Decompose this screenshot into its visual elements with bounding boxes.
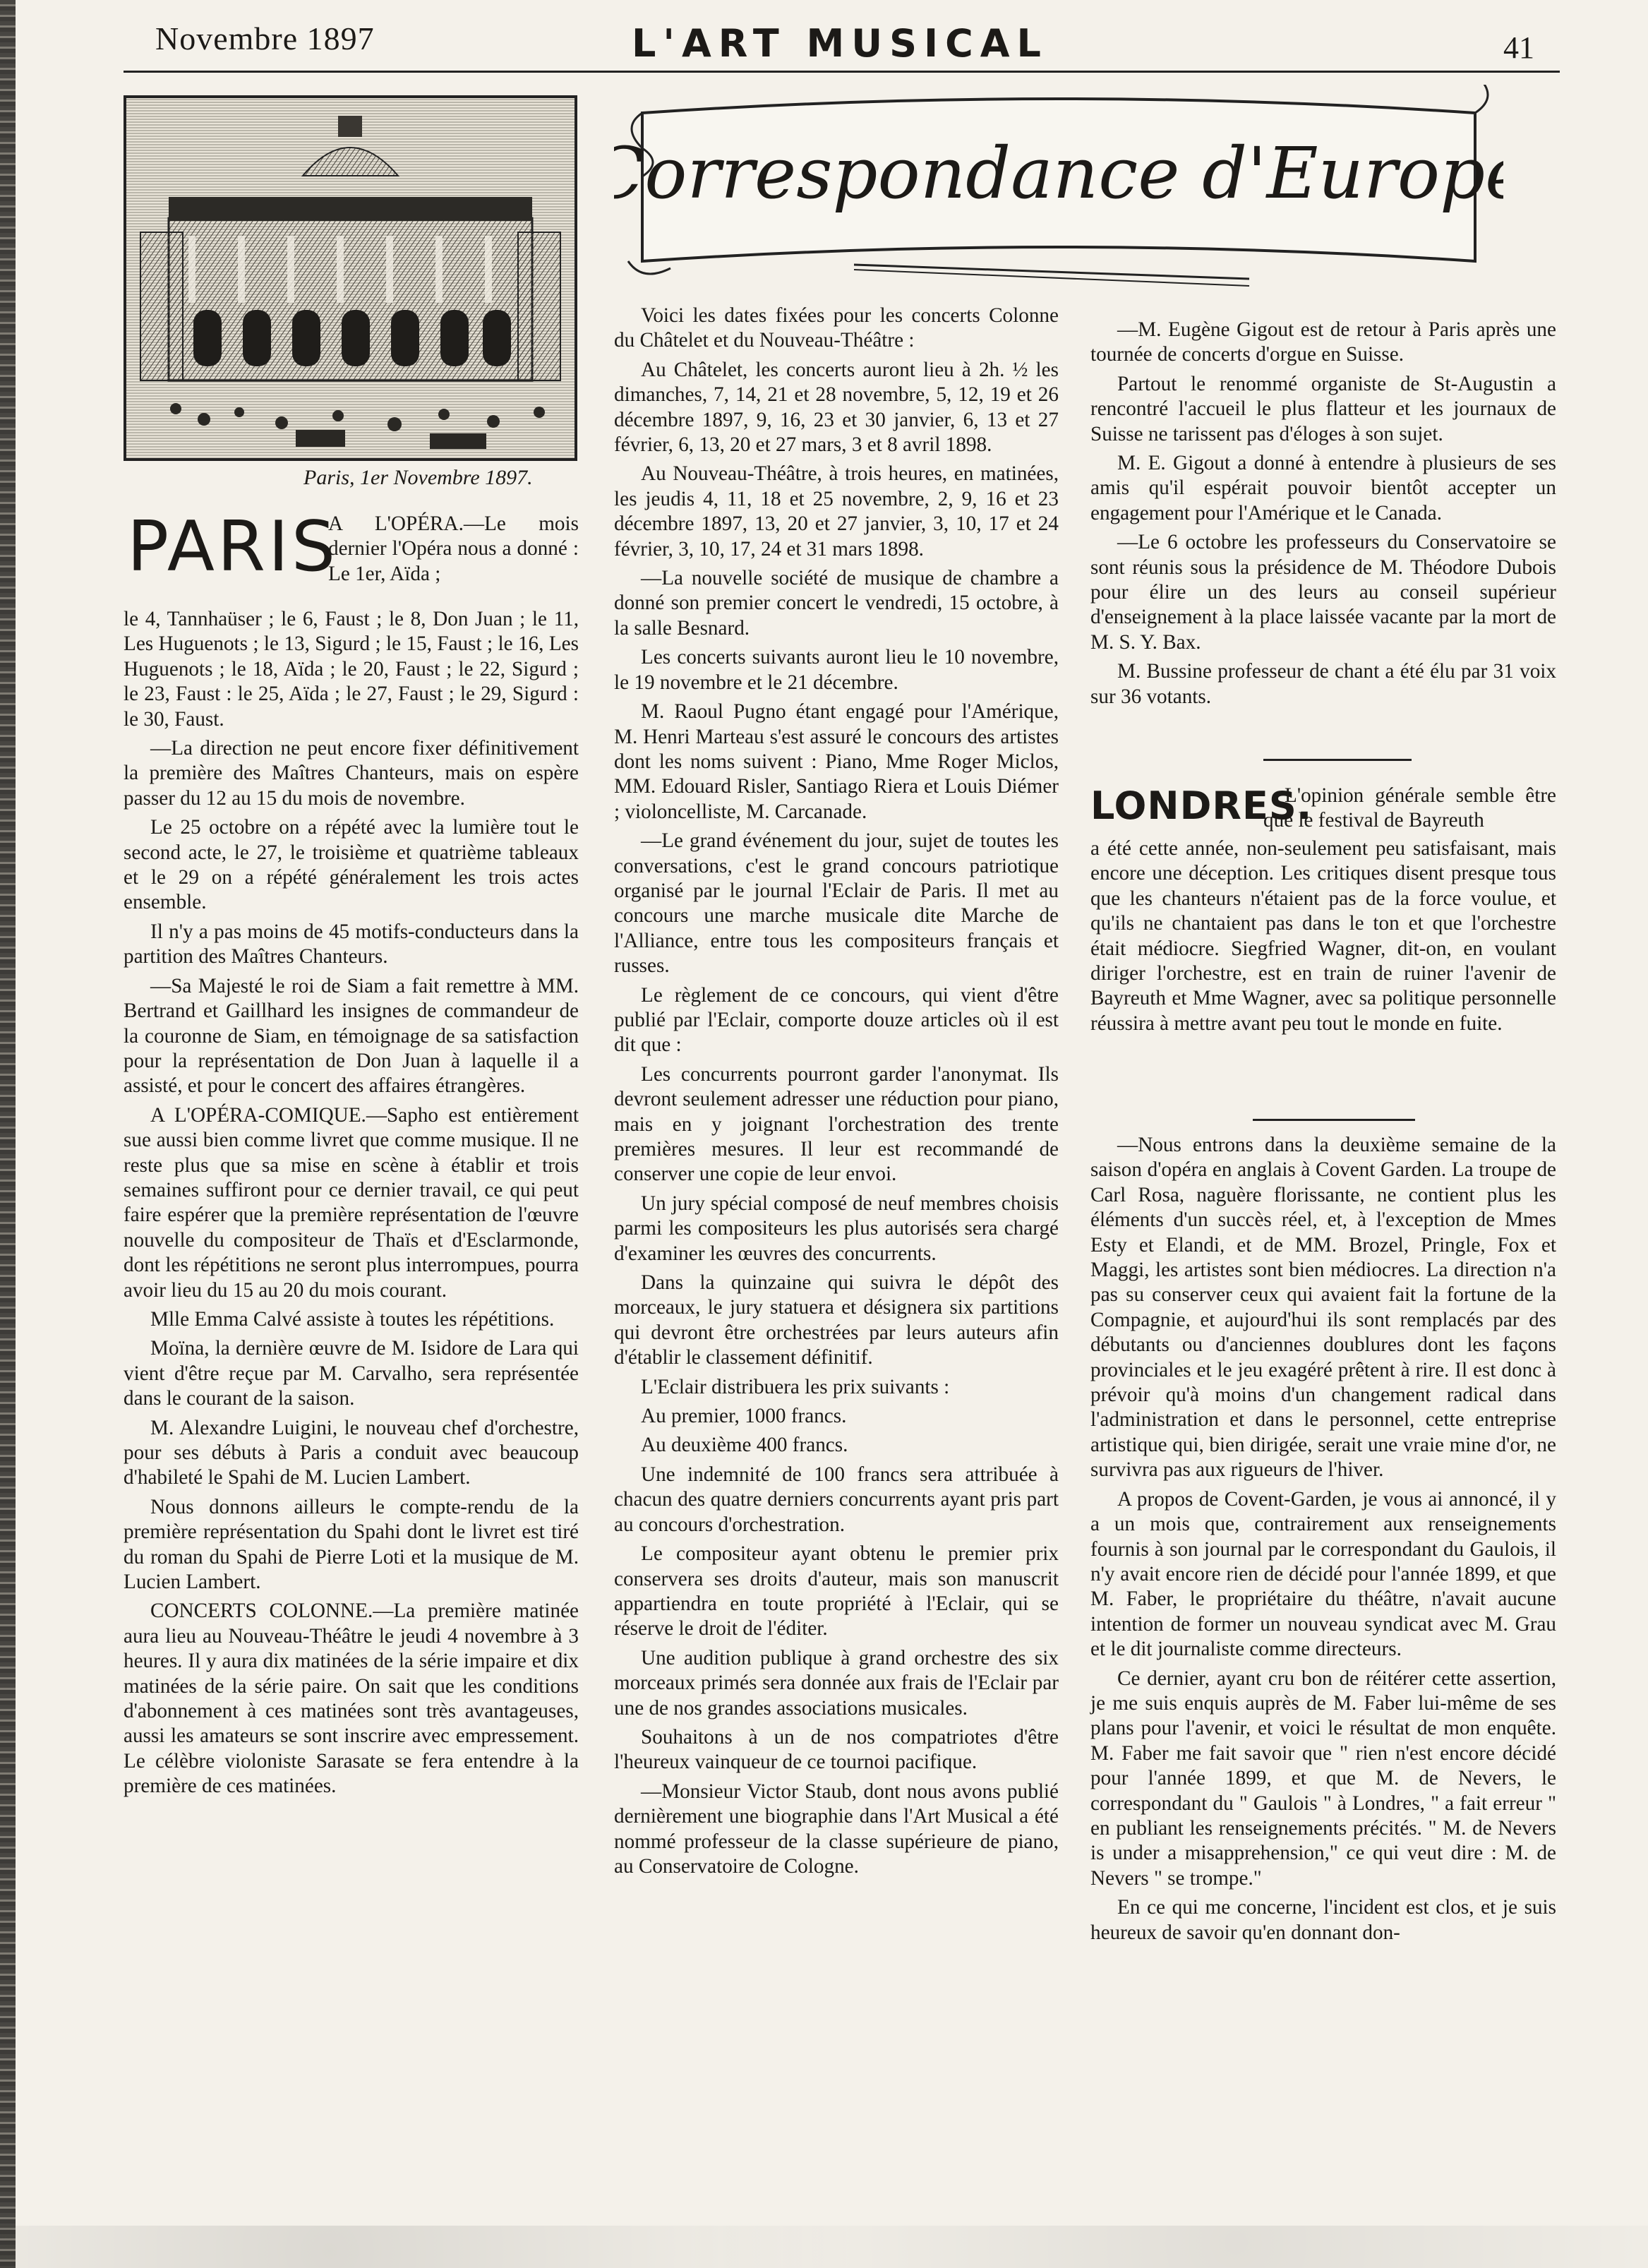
paragraph: Au Nouveau-Théâtre, à trois heures, en matinées, les jeudis 4, 11, 18 et 25 novembre, 2, 9, 16 et 23 décembre 1897, 13, 20 et 27 janvier, 3, 10, 17 et 24 février, 3, 10, 17, 24 et 31 mars 1898. <box>614 462 1059 560</box>
section-banner <box>614 85 1503 296</box>
opera-engraving <box>124 95 577 461</box>
paragraph: —La nouvelle société de musique de chambre a donné son premier concert le vendredi, 15 octobre, à la salle Besnard. <box>614 567 1059 640</box>
column-londres <box>1090 836 1556 1040</box>
paragraph: Le compositeur ayant obtenu le premier prix conservera ses droits d'auteur, mais son manuscrit appartiendra en toute propriété à l'Eclair, qui se réserve le droit de l'éditer. <box>614 1542 1059 1640</box>
paragraph: Les concurrents pourront garder l'anonymat. Ils devront seulement adresser une réduction pour piano, mais en y joignant l'orchestration des trente premières mesures. Il leur est recommandé de conserver une copie de leur envoi. <box>614 1062 1059 1186</box>
header-title: L'ART MUSICAL <box>632 21 1048 66</box>
paragraph: —Monsieur Victor Staub, dont nous avons publié dernièrement une biographie dans l'Art Musical a été nommé professeur de la classe supérieure de piano, au Conservatoire de Cologne. <box>614 1780 1059 1878</box>
paragraph: —Le grand événement du jour, sujet de toutes les conversations, c'est le grand concours patriotique organisé par le journal l'Eclair de Paris. Il met au concours une marche musicale dite Marche de l'Alliance, entre tous les compositeurs français et russes. <box>614 829 1059 978</box>
paragraph: Nous donnons ailleurs le compte-rendu de la première représentation du Spahi dont le livret est tiré du roman du Spahi de Pierre Loti et la musique de M. Lucien Lambert. <box>124 1495 579 1594</box>
londres-heading: LONDRES. <box>1090 784 1313 828</box>
paragraph: Un jury spécial composé de neuf membres choisis parmi les compositeurs les plus autorisés sera chargé d'examiner les œuvres des concurrents. <box>614 1192 1059 1265</box>
paragraph: Au Châtelet, les concerts auront lieu à 2h. ½ les dimanches, 7, 14, 21 et 28 novembre, 5, 12, 19 et 26 décembre 1897, 9, 16, 23 et 30 janvier, 6, 13 et 27 février, 6, 13, 20 et 27 mars, 3 et 8 avril 1898. <box>614 358 1059 457</box>
paragraph: L'Eclair distribuera les prix suivants : <box>641 1375 950 1398</box>
paragraph: M. Alexandre Luigini, le nouveau chef d'orchestre, pour ses débuts à Paris a conduit avec beaucoup d'habileté le Spahi de M. Lucien Lambert. <box>124 1416 579 1489</box>
paragraph: Au deuxième 400 francs. <box>641 1434 848 1457</box>
paragraph: Au premier, 1000 francs. <box>641 1405 847 1428</box>
paragraph: Souhaitons à un de nos compatriotes d'être l'heureux vainqueur de ce tournoi pacifique. <box>614 1725 1059 1774</box>
paragraph: Une audition publique à grand orchestre des six morceaux primés sera donnée aux frais de l'Eclair par une de nos grandes associations musicales. <box>614 1646 1059 1720</box>
page-header <box>124 14 1560 73</box>
paragraph: —M. Eugène Gigout est de retour à Paris après une tournée de concerts d'orgue en Suisse. <box>1090 318 1556 366</box>
paragraph: Voici les dates fixées pour les concerts Colonne du Châtelet et du Nouveau-Théâtre : <box>614 304 1059 352</box>
paragraph: —Sa Majesté le roi de Siam a fait remettre à MM. Bertrand et Gaillhard les insignes de commandeur de la couronne de Siam, en témoignage de sa satisfaction pour la représentation de Don Juan à laquelle il a assisté, et pour le concert des affaires étrangères. <box>124 974 579 1098</box>
paragraph: CONCERTS COLONNE.—La première matinée aura lieu au Nouveau-Théâtre le jeudi 4 novembre à 3 heures. Il y aura dix matinées de la série impaire et dix matinées de la série paire. On sait que les conditions d'abonnement à ces matinées sont très avantageuses, aussi les amateurs se sont inscrire avec empressement. Le célèbre violoniste Sarasate se fera entendre à la première de ces matinées. <box>124 1600 579 1798</box>
paragraph: M. E. Gigout a donné à entendre à plusieurs de ses amis qu'il espérait pouvoir bientôt accepter un engagement pour l'Amérique et le Canada. <box>1090 452 1556 524</box>
paris-heading-block <box>124 507 579 604</box>
paragraph: —Nous entrons dans la deuxième semaine de la saison d'opéra en anglais à Covent Garden. La troupe de Carl Rosa, naguère florissante, ne contient plus les éléments d'un succès réel, et, à l'exception de Mmes Esty et Elandi, et de MM. Brozel, Pringle, Fox et Maggi, les artistes sont bien médiocres. La direction n'a pas su conserver ceux qui avaient fait la fortune de la Compagnie, et aujourd'hui ils sont remplacés par des débutants ou d'anciennes doublures dont les façons provinciales et le jeu exagéré prêtent à rire. Il est donc à prévoir qu'à moins d'un changement radical dans l'administration et dans le personnel, cette entreprise artistique qui, bien dirigée, serait une vraie mine d'or, ne survivra pas aux rigueurs de l'hiver. <box>1090 1134 1556 1482</box>
paragraph: —Le 6 octobre les professeurs du Conservatoire se sont réunis sous la présidence de M. Théodore Dubois pour élire un des leurs au conseil supérieur d'enseignement à la place laissée vacante par la mort de M. S. Y. Bax. <box>1090 531 1556 654</box>
column-concerts <box>614 304 1059 1883</box>
paragraph: A L'OPÉRA-COMIQUE.—Sapho est entièrement sue aussi bien comme livret que comme musique. Il ne reste plus que sa mise en scène à établir et trois semaines suffiront pour ce dernier travail, ce qui peut faire espérer que la première représentation de l'œuvre nouvelle du compositeur de Thaïs et d'Esclarmonde, dont les répétitions ne seront plus interrompues, pourra avoir lieu du 15 au 20 du mois courant. <box>124 1103 579 1302</box>
paragraph: Dans la quinzaine qui suivra le dépôt des morceaux, le jury statuera et désignera six partitions qui devront être orchestrées par leurs auteurs afin d'établir le classement définitif. <box>614 1271 1059 1369</box>
illustration-caption: Paris, 1er Novembre 1897. <box>303 466 533 489</box>
paragraph: Le 25 octobre on a répété avec la lumière tout le second acte, le 27, le troisième et quatrième tableaux et le 29 on a répété généralement les trois actes ensemble. <box>124 816 579 914</box>
scan-edge <box>0 0 16 2268</box>
column-paris <box>124 607 579 1804</box>
paragraph: Les concerts suivants auront lieu le 10 novembre, le 19 novembre et le 21 décembre. <box>614 646 1059 694</box>
column-londres-cont <box>1090 1133 1556 1950</box>
paris-heading: PARIS <box>127 507 339 587</box>
paragraph: Mlle Emma Calvé assiste à toutes les répétitions. <box>150 1307 555 1331</box>
opera-building-illustration <box>126 98 575 458</box>
paragraph: —La direction ne peut encore fixer définitivement la première des Maîtres Chanteurs, mais on espère passer du 12 au 15 du mois de novembre. <box>124 737 579 810</box>
paragraph: Partout le renommé organiste de St-Augustin a rencontré l'accueil le plus flatteur et les journaux de Suisse ne tarissent pas d'éloges à son sujet. <box>1090 372 1556 445</box>
paris-intro: A L'OPÉRA.—Le mois dernier l'Opéra nous a donné : Le 1er, Aïda ; <box>328 512 579 585</box>
section-divider <box>1253 1119 1415 1121</box>
paragraph: A propos de Covent-Garden, je vous ai annoncé, il y a un mois que, contrairement aux renseignements fournis à son journal par le correspondant du Gaulois, il n'y avait encore rien de décidé pour l'année 1899, et que M. Faber, le propriétaire du théâtre, n'avait aucune intention de former un nouveau syndicat avec M. Grau et le dit journaliste comme directeurs. <box>1090 1487 1556 1661</box>
paragraph: En ce qui me concerne, l'incident est clos, et je suis heureux de savoir qu'en donnant don- <box>1090 1896 1556 1944</box>
page-number: 41 <box>1503 30 1534 65</box>
banner-title: Correspondance d'Europe <box>614 132 1503 215</box>
header-date: Novembre 1897 <box>155 20 375 56</box>
scan-shadow <box>0 2226 1648 2268</box>
paragraph: Une indemnité de 100 francs sera attribuée à chacun des quatre derniers concurrents ayant pris part au concours d'orchestration. <box>614 1463 1059 1536</box>
scroll-banner-ornament <box>614 85 1503 296</box>
paragraph: M. Raoul Pugno étant engagé pour l'Amérique, M. Henri Marteau s'est assuré le concours des artistes dont les noms suivent : Piano, Mme Roger Miclos, MM. Edouard Risler, Santiago Riera et Louis Diémer ; violoncelliste, M. Carcanade. <box>614 700 1059 823</box>
paragraph: Il n'y a pas moins de 45 motifs-conducteurs dans la partition des Maîtres Chanteurs. <box>124 920 579 968</box>
londres-intro: L'opinion générale semble être que le festival de Bayreuth <box>1263 784 1556 832</box>
section-divider <box>1263 759 1412 761</box>
paragraph: a été cette année, non-seulement peu satisfaisant, mais encore une déception. Les critiques disent presque tous que les chanteurs n'étaient pas de la force voulue, et qu'ils ne chantaient pas dans le ton et que l'orchestre était médiocre. Siegfried Wagner, dit-on, en voulant diriger l'orchestre, est en train de ruiner l'avenir de Bayreuth et Mme Wagner, avec sa politique personnelle réussira à mettre avant peu tout le monde en fuite. <box>1090 837 1556 1035</box>
paragraph: Moïna, la dernière œuvre de M. Isidore de Lara qui vient d'être reçue par M. Carvalho, sera représentée dans le courant de la saison. <box>124 1337 579 1410</box>
column-gigout <box>1090 318 1556 714</box>
paragraph: Ce dernier, ayant cru bon de réitérer cette assertion, je me suis enquis auprès de M. Faber lui-même de ses plans pour l'avenir, et voici le résultat de mon enquête. M. Faber me fait savoir que " rien n'est encore décidé pour l'année 1899, et que M. de Nevers, le correspondant du " Gaulois " à Londres, " a fait erreur " en publiant les renseignements précités. " M. de Nevers is under a misapprehension," ce qui veut dire : M. de Nevers " se trompe." <box>1090 1667 1556 1890</box>
paragraph: le 4, Tannhaüser ; le 6, Faust ; le 8, Don Juan ; le 11, Les Huguenots ; le 13, Sigurd ; le 15, Faust ; le 16, Les Huguenots ; le 18, Aïda ; le 20, Faust ; le 22, Sigurd ; le 23, Faust : le 25, Aïda ; le 27, Faust ; le 29, Sigurd : le 30, Faust. <box>124 608 579 731</box>
paragraph: Le règlement de ce concours, qui vient d'être publié par l'Eclair, comporte douze articles où il est dit que : <box>614 983 1059 1057</box>
paragraph: M. Bussine professeur de chant a été élu par 31 voix sur 36 votants. <box>1090 660 1556 708</box>
